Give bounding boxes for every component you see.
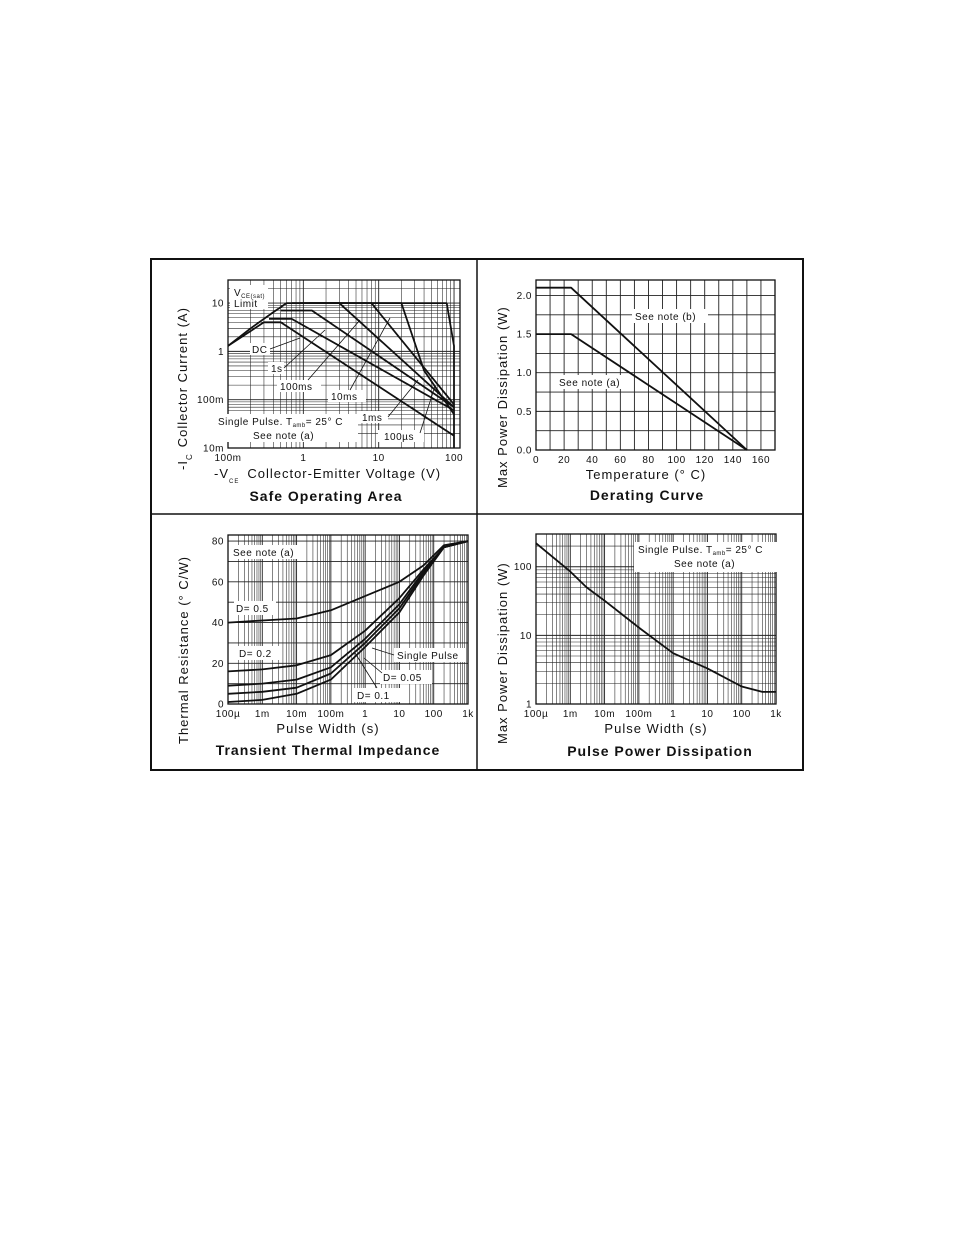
pulse-note-label: See note (a)	[674, 559, 736, 570]
derating-y-tick-label: 0.0	[516, 445, 532, 457]
thermal-x-tick-label: 1k	[462, 709, 474, 720]
thermal-note-label: See note (a)	[233, 548, 295, 559]
derating-x-tick-label: 40	[586, 455, 599, 466]
pulse-title: Pulse Power Dissipation	[567, 743, 753, 759]
thermal-d01-label: D= 0.1	[357, 691, 390, 702]
thermal-x-tick-label: 10m	[286, 709, 308, 720]
pulse-x-tick-label: 100m	[625, 709, 653, 720]
thermal-d005-label: D= 0.05	[383, 673, 422, 684]
thermal-d05-label: D= 0.5	[236, 604, 269, 615]
soa-y-tick-label: 100m	[196, 395, 224, 407]
pulse-y-tick-label: 10	[519, 630, 532, 642]
pulse-x-tick-label: 10	[701, 709, 714, 720]
derating-x-tick-label: 160	[751, 455, 771, 466]
pulse-x-tick-label: 100µ	[523, 709, 549, 720]
soa-y-tick-label: 1	[217, 346, 224, 358]
pulse-power-dissipation-chart	[495, 534, 782, 759]
soa-10ms-label: 10ms	[331, 392, 358, 403]
derating-y-axis-label: Max Power Dissipation (W)	[495, 306, 510, 488]
soa-annotations	[215, 285, 435, 443]
derating-x-tick-label: 140	[723, 455, 742, 466]
soa-x-tick-label: 100	[444, 453, 464, 464]
soa-vce-sat-label: $V_{CE(sat)}$	[234, 288, 266, 300]
thermal-y-tick-label: 60	[211, 577, 224, 589]
derating-curve-chart	[495, 280, 775, 503]
soa-title: Safe Operating Area	[249, 488, 403, 504]
thermal-y-axis-label: Thermal Resistance (° C/W)	[176, 556, 191, 744]
thermal-y-tick-label: 20	[211, 658, 224, 670]
pulse-x-tick-label: 1m	[562, 709, 578, 720]
figure-frame	[150, 258, 804, 771]
thermal-y-tick-label: 40	[211, 618, 224, 630]
pulse-x-axis-label: Pulse Width (s)	[604, 721, 708, 736]
derating-note-a-label: See note (a)	[559, 378, 621, 389]
soa-y-tick-label: 10	[211, 298, 224, 310]
derating-x-tick-label: 20	[558, 455, 571, 466]
safe-operating-area-chart	[175, 280, 463, 504]
derating-x-tick-label: 80	[642, 455, 655, 466]
derating-x-tick-label: 0	[532, 455, 540, 466]
derating-title: Derating Curve	[589, 487, 705, 503]
thermal-x-tick-label: 1	[362, 709, 369, 720]
pulse-x-tick-label: 10m	[594, 709, 616, 720]
thermal-x-tick-label: 100µ	[215, 709, 241, 720]
transient-thermal-impedance-chart	[176, 535, 474, 758]
soa-100us-label: 100µs	[384, 432, 414, 443]
pulse-x-tick-label: 100	[732, 709, 751, 720]
soa-note-label: See note (a)	[253, 431, 315, 442]
soa-x-tick-label: 100m	[214, 453, 242, 464]
thermal-x-axis-label: Pulse Width (s)	[276, 721, 380, 736]
thermal-x-tick-label: 1m	[254, 709, 270, 720]
soa-vce-sat-limit: Limit	[234, 299, 258, 310]
thermal-d02-label: D= 0.2	[239, 649, 272, 660]
pulse-x-tick-label: 1k	[770, 709, 782, 720]
soa-single-pulse-label: Single Pulse. $T_{amb}= 25^\circ$ C	[218, 417, 343, 429]
thermal-x-tick-label: 100m	[317, 709, 345, 720]
derating-note-b-label: See note (b)	[635, 312, 697, 323]
thermal-y-tick-label: 0	[217, 699, 224, 711]
soa-x-tick-label: 1	[300, 453, 307, 464]
derating-y-tick-label: 1.0	[516, 368, 532, 380]
derating-x-tick-label: 60	[614, 455, 627, 466]
thermal-x-tick-label: 10	[393, 709, 406, 720]
thermal-title: Transient Thermal Impedance	[215, 742, 441, 758]
derating-y-tick-label: 2.0	[516, 290, 532, 302]
thermal-x-tick-label: 100	[424, 709, 443, 720]
pulse-single-pulse-label: Single Pulse. $T_{amb}= 25^\circ$ C	[638, 545, 763, 557]
pulse-y-axis-label: Max Power Dissipation (W)	[495, 562, 510, 744]
derating-y-tick-label: 0.5	[516, 406, 532, 418]
pulse-y-tick-label: 100	[513, 562, 532, 574]
pulse-annotations	[634, 542, 780, 572]
soa-1s-label: 1s	[271, 364, 283, 375]
soa-x-tick-label: 10	[372, 453, 385, 464]
derating-x-axis-label: Temperature (° C)	[585, 467, 707, 482]
derating-y-tick-label: 1.5	[516, 329, 532, 341]
soa-100ms-label: 100ms	[280, 382, 313, 393]
pulse-x-tick-label: 1	[670, 709, 677, 720]
thermal-single-pulse-label: Single Pulse	[397, 651, 459, 662]
thermal-y-tick-label: 80	[211, 536, 224, 548]
pulse-y-tick-label: 1	[525, 699, 532, 711]
soa-dc-label: DC	[252, 345, 268, 356]
soa-y-axis-label: $-I_CCollector$ Current (A)	[175, 307, 194, 470]
derating-x-tick-label: 120	[695, 455, 714, 466]
soa-x-axis-label: $-V_{CE}Collector$-Emitter Voltage (V)	[214, 466, 442, 485]
derating-x-tick-label: 100	[667, 455, 686, 466]
soa-1ms-label: 1ms	[362, 413, 383, 424]
figure-svg	[150, 258, 804, 771]
soa-y-tick-label: 10m	[203, 443, 224, 455]
